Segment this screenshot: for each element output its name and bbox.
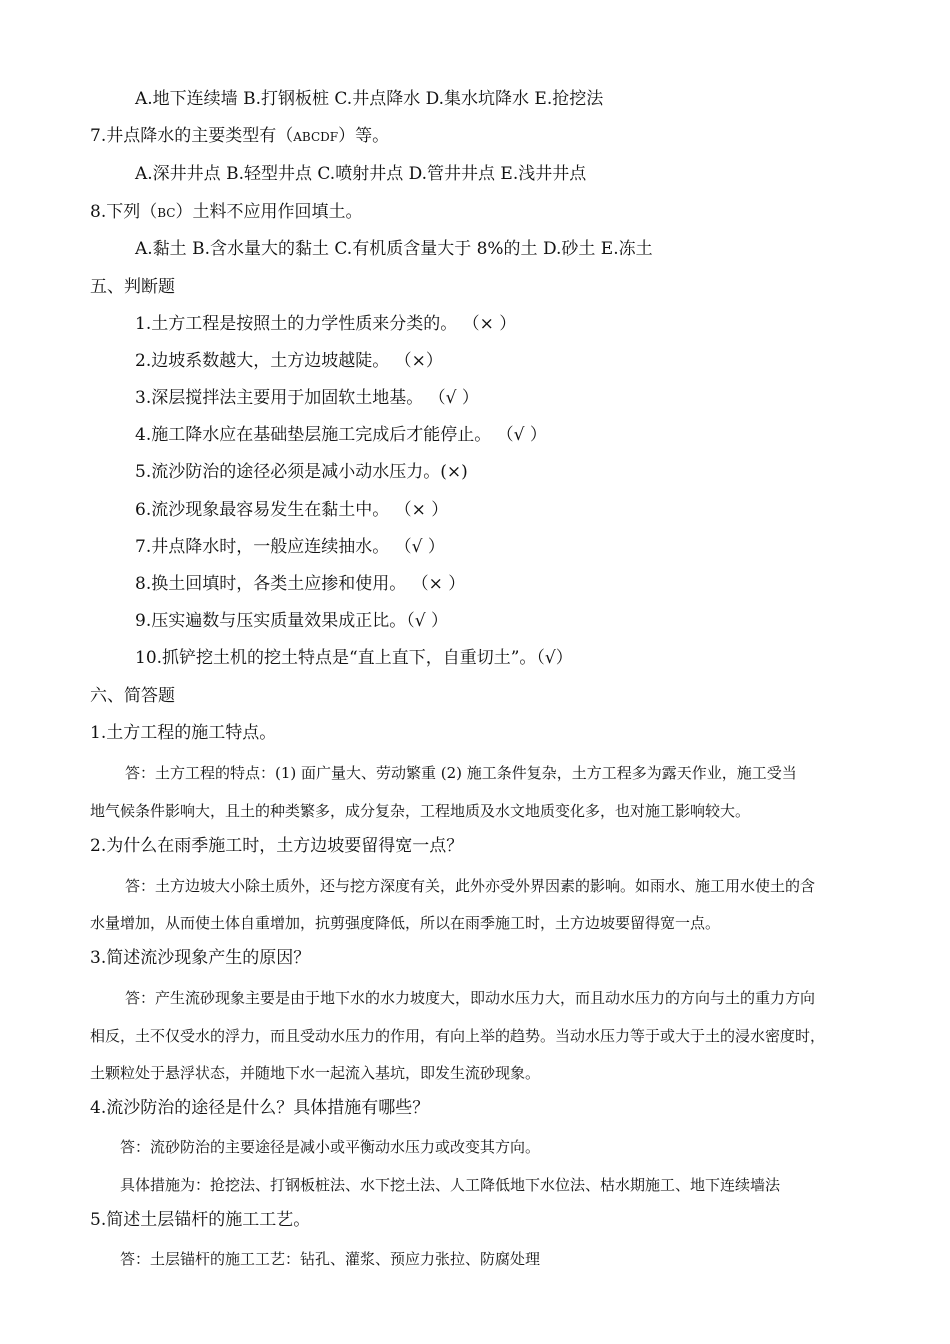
judge-item: 8.换土回填时，各类土应掺和使用。 （× ） (135, 574, 466, 594)
qa3-answer-line2: 相反，土不仅受水的浮力，而且受动水压力的作用，有向上举的趋势。当动水压力等于或大于土的浸水密度时， (90, 1027, 826, 1045)
qa1-answer-line1: 答：土方工程的特点：(1) 面广量大、劳动繁重 (2) 施工条件复杂，土方工程多为露天作业，施工受当 (125, 764, 797, 782)
qa1-answer-line2: 地气候条件影响大，且土的种类繁多，成分复杂，工程地质及水文地质变化多，也对施工影响较大。 (90, 802, 751, 820)
q7-suffix: ）等。 (338, 126, 390, 146)
qa4-answer-line2: 具体措施为：抢挖法、打钢板桩法、水下挖土法、人工降低地下水位法、枯水期施工、地下连续墙法 (120, 1176, 781, 1194)
judge-item: 4.施工降水应在基础垫层施工完成后才能停止。 （√ ） (135, 425, 547, 445)
qa2-answer-line2: 水量增加，从而使土体自重增加，抗剪强度降低，所以在雨季施工时，土方边坡要留得宽一点。 (90, 914, 721, 932)
section5-heading: 五、判断题 (90, 277, 175, 297)
judge-item: 2.边坡系数越大，土方边坡越陡。 （×） (135, 351, 443, 371)
q6-options: A.地下连续墙 B.打钢板桩 C.井点降水 D.集水坑降水 E.抢挖法 (135, 89, 604, 109)
qa4-title: 4.流沙防治的途径是什么？具体措施有哪些？ (90, 1098, 430, 1118)
qa2-title: 2.为什么在雨季施工时，土方边坡要留得宽一点？ (90, 836, 464, 856)
q8-options: A.黏土 B.含水量大的黏土 C.有机质含量大于 8%的土 D.砂土 E.冻土 (135, 239, 653, 259)
judge-item: 10.抓铲挖土机的挖土特点是“直上直下，自重切土”。（√） (135, 648, 573, 668)
judge-item: 7.井点降水时，一般应连续抽水。 （√ ） (135, 537, 445, 557)
q8-answer: BC (157, 206, 176, 220)
section6-heading: 六、简答题 (90, 686, 175, 706)
qa1-title: 1.土方工程的施工特点。 (90, 723, 277, 743)
judge-item: 6.流沙现象最容易发生在黏土中。 （× ） (135, 500, 449, 520)
qa3-answer-line1: 答：产生流砂现象主要是由于地下水的水力坡度大，即动水压力大，而且动水压力的方向与土的重力方向 (125, 989, 816, 1007)
q7-options: A.深井井点 B.轻型井点 C.喷射井点 D.管井井点 E.浅井井点 (135, 164, 587, 184)
qa3-title: 3.简述流沙现象产生的原因？ (90, 948, 311, 968)
judge-item: 1.土方工程是按照土的力学性质来分类的。 （× ） (135, 314, 517, 334)
qa3-answer-line3: 土颗粒处于悬浮状态，并随地下水一起流入基坑，即发生流砂现象。 (90, 1064, 541, 1082)
judge-item: 3.深层搅拌法主要用于加固软土地基。 （√ ） (135, 388, 479, 408)
judge-item: 5.流沙防治的途径必须是减小动水压力。(×) (135, 462, 468, 482)
qa4-answer-line1: 答：流砂防治的主要途径是减小或平衡动水压力或改变其方向。 (120, 1138, 541, 1156)
qa2-answer-line1: 答：土方边坡大小除土质外，还与挖方深度有关，此外亦受外界因素的影响。如雨水、施工用水使土的含 (125, 877, 816, 895)
q7-prefix: 7.井点降水的主要类型有（ (90, 126, 294, 146)
q8-suffix: ）土料不应用作回填土。 (175, 202, 363, 222)
q7-question (90, 125, 389, 148)
q8-question (90, 201, 362, 224)
judge-item: 9.压实遍数与压实质量效果成正比。（√ ） (135, 611, 448, 631)
q7-answer: ABCDF (293, 130, 339, 144)
q8-prefix: 8.下列（ (90, 202, 158, 222)
qa5-answer-line1: 答：土层锚杆的施工工艺：钻孔、灌浆、预应力张拉、防腐处理 (120, 1250, 541, 1268)
qa5-title: 5.简述土层锚杆的施工工艺。 (90, 1210, 311, 1230)
